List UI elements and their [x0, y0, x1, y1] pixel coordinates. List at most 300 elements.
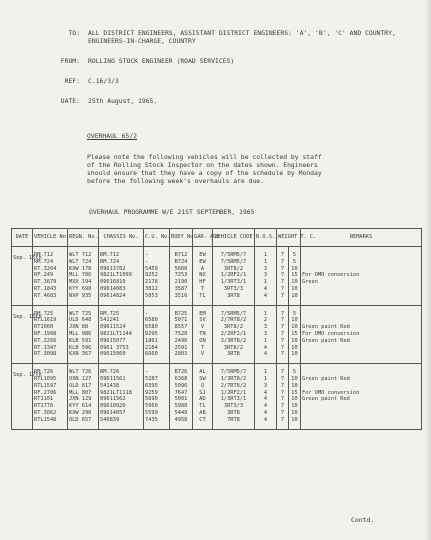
remarks-value [302, 403, 420, 410]
overhaul-programme-table [11, 228, 422, 430]
body-no-value: 5096 [174, 382, 188, 389]
weight-t-value: 7 [280, 403, 285, 410]
body-line-1: Please note the following vehicles will be collected by staff [87, 153, 322, 161]
vehicle-code-value: 3RT8 [227, 292, 240, 299]
remarks-value [302, 286, 420, 293]
bos-value: 1 [263, 279, 268, 286]
weight-c-value: 15 [291, 330, 298, 337]
cu-no-value: 6660 [145, 351, 158, 358]
chassis-no-value: RM.712 [100, 252, 120, 258]
chassis-no-cell [99, 364, 144, 429]
garage-value: NX [199, 272, 206, 279]
chassis-no-value: 0961 3753 [100, 344, 129, 351]
vehicle-no-value: RM.726 [34, 369, 54, 376]
weight-t-value: 7 [280, 337, 285, 344]
date-label: DATE: [60, 97, 80, 105]
weight-t-value: 7 [280, 279, 285, 286]
vehicle-no-value: RT.2266 [34, 337, 57, 344]
regn-no-value: JXN 88 [69, 324, 89, 331]
garage-value: AB [199, 409, 206, 416]
remarks-value [302, 345, 420, 352]
vehicle-no-value: RT.3062 [34, 409, 57, 416]
chassis-no-cell [99, 247, 144, 306]
weight-t-value: 7 [280, 292, 285, 299]
garage-value: ON [199, 337, 206, 344]
weight-c-value: 10 [291, 337, 298, 344]
vehicle-no-value: RTL1597 [34, 382, 57, 389]
ref-value: C.16/3/3 [88, 77, 119, 85]
weight-t-value: 7 [280, 344, 285, 351]
body-no-value: 5001 [174, 396, 188, 403]
col-header: BODY No. [170, 229, 193, 247]
weight-t-value: 7 [280, 351, 285, 358]
regn-no-cell [68, 364, 99, 429]
vehicle-no-value: RM.712 [34, 252, 54, 258]
body-no-value: B712 [174, 252, 188, 258]
chassis-no-value: 9821LT1099 [100, 272, 132, 279]
bos-value: 1 [263, 258, 268, 265]
cu-no-value: 7435 [145, 416, 158, 423]
garage-value: SJ [199, 389, 206, 396]
weight-t-value: 7 [280, 317, 285, 324]
vehicle-code-value: 1/3RT8/2 [220, 375, 247, 382]
vehicle-code-value: 1/3RT3/1 [220, 396, 247, 403]
body-no-value: 6368 [174, 375, 188, 382]
weight-t-value: 7 [280, 409, 285, 416]
weight-t-value: 7 [280, 272, 285, 279]
regn-no-value: MLL 786 [69, 272, 92, 279]
cu-no-value: 5690 [145, 396, 158, 403]
weight-c-value: 10 [291, 279, 298, 286]
bos-value: 4 [263, 409, 268, 416]
remarks-value: Green paint Red [302, 324, 350, 331]
garage-value: SW [199, 375, 206, 382]
remarks-value [302, 311, 420, 318]
regn-no-value: NXP 935 [69, 292, 92, 299]
to-label: TO: [68, 29, 80, 37]
cu-no-value: 2184 [145, 344, 158, 351]
body-no-value: 2496 [174, 337, 188, 344]
weight-c-value: 5 [292, 310, 297, 317]
body-line-3: should ensure that they have a copy of the schedule by Monday [87, 169, 322, 177]
body-no-value: 5660 [174, 265, 188, 272]
weight-c-cell [289, 364, 301, 429]
remarks-value: For OMO conversion [302, 389, 360, 396]
weight-c-value: 5 [292, 369, 297, 376]
weight-t-value: 7 [280, 416, 285, 423]
vehicle-no-value: RM.724 [34, 258, 54, 265]
body-no-value: 7520 [174, 330, 188, 337]
vehicle-code-value: 2/2RF2/1 [220, 330, 247, 337]
vehicle-no-value: RT1060 [34, 324, 54, 331]
weight-c-value: 10 [291, 324, 298, 331]
vehicle-code-value: 7/5RM5/7 [220, 369, 247, 376]
garage-value: A [200, 265, 205, 272]
regn-no-value: KLB 596 [69, 344, 92, 351]
chassis-no-value: 9821LT1118 [100, 389, 132, 396]
vehicle-code-value: 3RT8 [227, 351, 240, 358]
weight-c-value: 10 [291, 317, 298, 324]
garage-value: TN [199, 330, 206, 337]
vehicle-code-value: 3/3RT8/2 [220, 337, 247, 344]
vehicle-no-cell [33, 305, 68, 364]
chassis-no-cell [99, 305, 144, 364]
garage-value: CT [199, 416, 206, 423]
bos-value: 1 [263, 337, 268, 344]
regn-no-value: KYY 698 [69, 285, 92, 292]
vehicle-code-value: 3RT8/2 [223, 344, 244, 351]
vehicle-no-value: RF.2706 [34, 389, 57, 396]
bos-value: 1 [263, 369, 268, 376]
vehicle-no-value: RT.3679 [34, 279, 57, 286]
body-no-value: 5449 [174, 409, 188, 416]
regn-no-value: OLD 648 [69, 317, 92, 324]
bos-value: 4 [263, 285, 268, 292]
col-header: GAR- AGE [193, 229, 213, 247]
bos-value: 3 [263, 382, 268, 389]
garage-cell [193, 305, 213, 364]
page-edge-shadow [425, 0, 431, 540]
bos-value: 1 [263, 252, 268, 258]
remarks-value [302, 259, 420, 266]
weight-c-cell [289, 247, 301, 306]
bos-value: 4 [263, 396, 268, 403]
garage-value: EW [199, 252, 206, 258]
regn-no-value: KYY 614 [69, 403, 92, 410]
cu-no-value: 9252 [145, 272, 158, 279]
weight-t-value: 7 [280, 375, 285, 382]
weight-c-value: 10 [291, 344, 298, 351]
vehicle-code-cell [213, 247, 255, 306]
garage-value: TL [199, 292, 206, 299]
col-header: REMARKS [301, 229, 422, 247]
vehicle-no-value: RM.725 [34, 310, 54, 317]
remarks-value [302, 293, 420, 300]
weight-c-value: 5 [292, 252, 297, 258]
remarks-value [302, 410, 420, 417]
remarks-value [302, 417, 420, 424]
vehicle-code-value: 2/7RT8/2 [220, 382, 247, 389]
cu-no-value: 3812 [145, 285, 158, 292]
garage-value: V [200, 351, 205, 358]
chassis-no-value: 09610920 [100, 403, 126, 410]
bos-value: 4 [263, 292, 268, 299]
regn-no-cell [68, 305, 99, 364]
cu-no-cell [144, 305, 170, 364]
bos-value: 3 [263, 330, 268, 337]
body-no-value: 7253 [174, 272, 188, 279]
garage-value: EM [199, 310, 206, 317]
cu-no-cell [144, 247, 170, 306]
remarks-cell [301, 247, 422, 306]
body-no-value: 5980 [174, 403, 188, 410]
regn-no-value: WLT 726 [69, 369, 92, 376]
weight-c-value: 10 [291, 382, 298, 389]
bos-cell [255, 364, 277, 429]
vehicle-code-value: 3RT8 [227, 409, 240, 416]
weight-t-value: 7 [280, 396, 285, 403]
bos-value: 4 [263, 389, 268, 396]
vehicle-no-cell [33, 247, 68, 306]
weight-c-value: 15 [291, 389, 298, 396]
cu-no-value: 2178 [145, 279, 158, 286]
vehicle-code-value: 7/5RM5/7 [220, 310, 247, 317]
body-no-value: 4958 [174, 416, 188, 423]
weight-t-value: 7 [280, 389, 285, 396]
chassis-no-value: 541241 [100, 317, 120, 324]
weight-c-value: 10 [291, 396, 298, 403]
regn-no-value: WLT 724 [69, 258, 92, 265]
garage-value: T [200, 344, 205, 351]
cu-no-value: 6395 [145, 382, 158, 389]
weight-t-value: 7 [280, 285, 285, 292]
weight-c-value: 10 [291, 375, 298, 382]
chassis-no-value: 540839 [100, 416, 120, 423]
vehicle-no-value: RT1101 [34, 396, 54, 403]
date-cell: Sep. 17th [12, 364, 33, 429]
col-header: WEIGHT T. C. [277, 229, 301, 247]
vehicle-no-cell [33, 364, 68, 429]
vehicle-no-value: RT.1843 [34, 285, 57, 292]
regn-no-value: MLL 807 [69, 389, 92, 396]
regn-no-value: KXN 367 [69, 351, 92, 358]
cu-no-cell [144, 364, 170, 429]
remarks-value [302, 351, 420, 358]
garage-value: EW [199, 258, 206, 265]
garage-value: V [200, 324, 205, 331]
chassis-no-value: RM.726 [100, 369, 120, 376]
body-no-value: B724 [174, 258, 188, 265]
vehicle-code-value: 1/2RF2/1 [220, 389, 247, 396]
bos-value: 4 [263, 416, 268, 423]
remarks-value: Green [302, 279, 318, 286]
chassis-no-value: RM.724 [100, 258, 120, 265]
chassis-no-value: 09613762 [100, 265, 126, 272]
vehicle-code-value: 7/5RM5/7 [220, 252, 247, 258]
body-no-value: 3587 [174, 285, 188, 292]
garage-cell [193, 364, 213, 429]
overhaul-heading: OVERHAUL 65/2 [87, 132, 138, 140]
body-no-value: 2803 [174, 351, 188, 358]
chassis-no-value: RM.725 [100, 310, 120, 317]
body-line-2: of the Rolling Stock Inspector on the dates shown. Engineers [87, 161, 318, 169]
remarks-value [302, 266, 420, 273]
vehicle-code-value: 3RT3/3 [223, 403, 244, 410]
weight-c-value: 15 [291, 272, 298, 279]
weight-t-value: 7 [280, 324, 285, 331]
chassis-no-value: 09616810 [100, 279, 126, 286]
chassis-no-value: 09615060 [100, 351, 126, 358]
garage-value: Q [200, 382, 205, 389]
chassis-no-value: 09611561 [100, 375, 126, 382]
body-no-cell [170, 247, 193, 306]
body-no-value: 2591 [174, 344, 188, 351]
weight-c-value: 10 [291, 403, 298, 410]
regn-no-value: OLD 657 [69, 416, 92, 423]
weight-c-value: 10 [291, 409, 298, 416]
weight-t-cell [277, 305, 289, 364]
regn-no-value: WLT 712 [69, 252, 92, 258]
body-line-4: before the following week's overhauls are due. [87, 177, 264, 185]
remarks-value: For OMO conversion [302, 272, 360, 279]
date-value: 25th August, 1965. [88, 97, 158, 105]
bos-value: 4 [263, 344, 268, 351]
weight-t-value: 7 [280, 310, 285, 317]
vehicle-no-value: RTL1548 [34, 416, 57, 423]
remarks-cell [301, 364, 422, 429]
garage-value: TL [199, 403, 206, 410]
bos-value: 3 [263, 324, 268, 331]
regn-no-value: OLD 817 [69, 382, 92, 389]
vehicle-code-value: 2/7RT8/2 [220, 317, 247, 324]
weight-c-cell [289, 305, 301, 364]
body-no-value: 5071 [174, 317, 188, 324]
weight-c-value: 10 [291, 351, 298, 358]
remarks-value [302, 252, 420, 259]
body-no-cell [170, 305, 193, 364]
vehicle-no-value: RF.1998 [34, 330, 57, 337]
vehicle-no-value: RT.4683 [34, 292, 57, 299]
cu-no-value: 6580 [145, 324, 158, 331]
chassis-no-value: 09615077 [100, 337, 126, 344]
date-cell: Sep. 16th [12, 305, 33, 364]
weight-t-value: 7 [280, 369, 285, 376]
weight-t-value: 7 [280, 252, 285, 258]
col-header: B.O.S. [255, 229, 277, 247]
garage-value: HF [199, 279, 206, 286]
from-value: ROLLING STOCK ENGINEER (ROAD SERVICES) [88, 57, 235, 65]
weight-c-value: 10 [291, 265, 298, 272]
cu-no-value: - [145, 252, 149, 258]
body-no-value: B726 [174, 369, 188, 376]
vehicle-no-value: RT.3264 [34, 265, 57, 272]
programme-title: OVERHAUL PROGRAMME W/E 21ST SEPTEMBER, 1965 [89, 208, 255, 216]
col-header: C.U. No. [144, 229, 170, 247]
col-header: CHASSIS No. [99, 229, 144, 247]
weight-t-cell [277, 247, 289, 306]
vehicle-code-value: 7/5RM5/7 [220, 258, 247, 265]
date-cell: Sep. 15th [12, 247, 33, 306]
table-row [12, 247, 422, 306]
vehicle-code-cell [213, 364, 255, 429]
vehicle-no-value: RF.249 [34, 272, 54, 279]
cu-no-value: - [145, 258, 149, 265]
garage-cell [193, 247, 213, 306]
garage-value: SV [199, 317, 206, 324]
bos-value: 1 [263, 375, 268, 382]
regn-no-cell [68, 247, 99, 306]
regn-no-value: JXN 129 [69, 396, 92, 403]
vehicle-no-value: RT.1347 [34, 344, 57, 351]
table-row [12, 364, 422, 429]
col-header: VEHICLE CODE [213, 229, 255, 247]
vehicle-no-value: RTL1619 [34, 317, 57, 324]
remarks-value [302, 317, 420, 324]
chassis-no-value: 09611562 [100, 396, 126, 403]
vehicle-no-value: RT1776 [34, 403, 54, 410]
remarks-cell [301, 305, 422, 364]
to-value: ALL DISTRICT ENGINEERS, ASSISTANT DISTRICT ENGINEERS: 'A', 'B', 'C' AND COUNTRY, ENGINEERS-IN-CHARGE, COUNTRY [88, 29, 396, 45]
remarks-value: For OMO conversion [302, 330, 360, 337]
vehicle-code-value: 3RT8/2 [223, 265, 244, 272]
table-header-row [12, 229, 422, 247]
weight-c-value: 10 [291, 285, 298, 292]
contd-note: Contd. [351, 516, 375, 524]
weight-t-value: 7 [280, 382, 285, 389]
remarks-value: Green paint Red [302, 396, 350, 403]
bos-value: 3 [263, 265, 268, 272]
regn-no-value: KLB 591 [69, 337, 92, 344]
cu-no-value: 1861 [145, 337, 158, 344]
regn-no-value: MLL 986 [69, 330, 92, 337]
regn-no-value: WLT 725 [69, 310, 92, 317]
bos-value: 3 [263, 272, 268, 279]
cu-no-value: - [145, 310, 149, 317]
remarks-value [302, 383, 420, 390]
chassis-no-value: 09611524 [100, 324, 126, 331]
cu-no-value: 9259 [145, 389, 158, 396]
body-paragraph [87, 153, 412, 185]
weight-c-value: 5 [292, 258, 297, 265]
vehicle-code-value: 1/2RF2/1 [220, 272, 247, 279]
remarks-value: Green paint Red [302, 375, 350, 382]
body-no-value: 2190 [174, 279, 188, 286]
remarks-value [302, 369, 420, 376]
vehicle-code-value: 3RT8/2 [223, 324, 244, 331]
weight-t-cell [277, 364, 289, 429]
garage-value: AL [199, 369, 206, 376]
bos-value: 1 [263, 310, 268, 317]
cu-no-value: 6580 [145, 317, 158, 324]
chassis-no-value: 09614657 [100, 409, 126, 416]
cu-no-value: 5287 [145, 375, 158, 382]
regn-no-value: KXW 178 [69, 265, 92, 272]
bos-cell [255, 305, 277, 364]
body-no-value: 7647 [174, 389, 188, 396]
regn-no-value: OXN 127 [69, 375, 92, 382]
cu-no-value: 5599 [145, 409, 158, 416]
vehicle-no-value: RTL1095 [34, 375, 57, 382]
col-header: VEHICLE No. [33, 229, 68, 247]
chassis-no-value: 09614083 [100, 285, 126, 292]
vehicle-code-value: 1/3RT3/1 [220, 279, 247, 286]
weight-c-value: 10 [291, 292, 298, 299]
ref-label: REF: [64, 77, 80, 85]
bos-value: 2 [263, 317, 268, 324]
regn-no-value: KXW 290 [69, 409, 92, 416]
body-no-value: 8557 [174, 324, 188, 331]
cu-no-value: - [145, 369, 149, 376]
bos-value: 4 [263, 351, 268, 358]
chassis-no-value: 09614824 [100, 292, 126, 299]
garage-value: AD [199, 396, 206, 403]
from-label: FROM: [60, 57, 80, 65]
col-header: DATE [12, 229, 33, 247]
regn-no-value: MXX 194 [69, 279, 92, 286]
vehicle-code-value: 3RT3/3 [223, 285, 244, 292]
weight-t-value: 7 [280, 265, 285, 272]
bos-value: 4 [263, 403, 268, 410]
cu-no-value: 5053 [145, 292, 158, 299]
body-no-value: B725 [174, 310, 188, 317]
body-no-cell [170, 364, 193, 429]
weight-t-value: 7 [280, 258, 285, 265]
body-no-value: 3516 [174, 292, 188, 299]
chassis-no-value: 9821LT1144 [100, 330, 132, 337]
chassis-no-value: 541438 [100, 382, 120, 389]
weight-t-value: 7 [280, 330, 285, 337]
table-row [12, 305, 422, 364]
